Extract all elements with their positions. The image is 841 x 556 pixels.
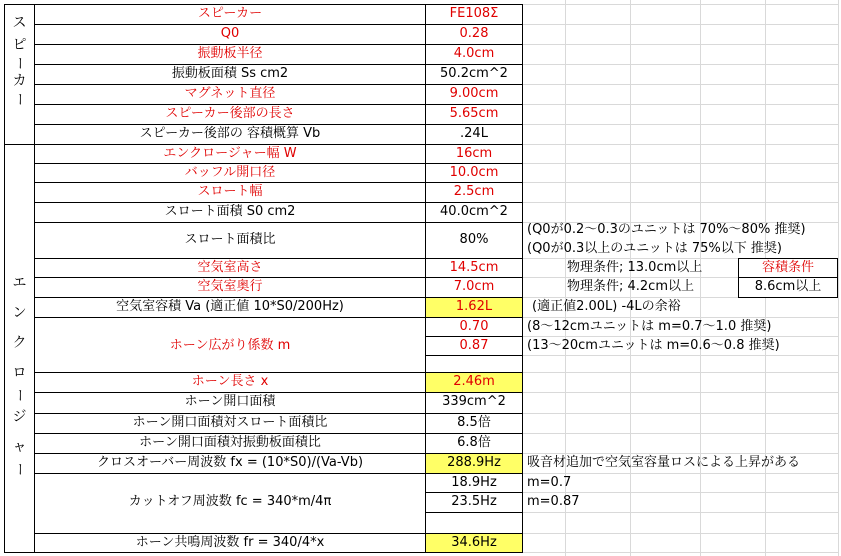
value-throat-area-ratio: 80% — [459, 232, 489, 247]
section-enclosure-char: ロ — [12, 365, 27, 381]
value-air-chamber-volume: 1.62L — [455, 299, 493, 314]
section-enclosure-label — [5, 268, 34, 476]
label-throat-width: スロート幅 — [197, 184, 263, 199]
section-enclosure-char: ジ — [12, 409, 27, 425]
label-speaker: スピーカー — [197, 6, 263, 21]
value-magnet-diameter: 9.00cm — [449, 86, 499, 101]
label-enclosure-width: エンクロージャー幅 W — [163, 146, 297, 161]
label-speaker-rear-length: スピーカー後部の長さ — [165, 106, 295, 121]
value-speaker-rear-length: 5.65cm — [449, 106, 499, 121]
label-speaker-rear-volume: スピーカー後部の 容積概算 Vb — [139, 126, 321, 141]
note-va-margin: (適正値2.00L) -4Lの余裕 — [532, 299, 681, 314]
note-volume-condition: 容積条件 — [761, 260, 814, 275]
value-diaphragm-area: 50.2cm^2 — [440, 66, 508, 81]
label-horn-mouth-area: ホーン開口面積 — [184, 394, 276, 409]
note-m-large-unit: (13～20cmユニットは m=0.6～0.8 推奨) — [527, 338, 780, 353]
value-enclosure-width: 16cm — [455, 146, 493, 161]
label-mouth-diaphragm-ratio: ホーン開口面積対振動板面積比 — [139, 435, 321, 450]
value-throat-area: 40.0cm^2 — [440, 204, 508, 219]
value-cutoff-frequency-2: 23.5Hz — [451, 494, 497, 509]
label-diaphragm-radius: 振動板半径 — [197, 46, 263, 61]
label-baffle-opening: バッフル開口径 — [184, 165, 276, 180]
note-physical-condition-1: 物理条件; 13.0cm以上 — [567, 260, 703, 275]
value-q0: 0.28 — [459, 26, 489, 41]
label-q0: Q0 — [220, 26, 240, 41]
value-horn-mouth-area: 339cm^2 — [442, 394, 506, 409]
section-speaker-char: ー — [11, 92, 28, 106]
label-air-chamber-depth: 空気室奥行 — [197, 279, 263, 294]
note-fc-m2: m=0.87 — [527, 494, 580, 509]
note-m-small-unit: (8～12cmユニットは m=0.7～1.0 推奨) — [527, 319, 772, 334]
note-q0-high: (Q0が0.3以上のユニットは 75%以下 推奨) — [527, 241, 782, 256]
section-speaker-char: ス — [12, 15, 27, 31]
section-enclosure-char: ー — [11, 388, 28, 402]
value-diaphragm-radius: 4.0cm — [453, 46, 495, 61]
section-speaker-char: ー — [11, 56, 28, 70]
value-cutoff-frequency-1: 18.9Hz — [451, 475, 497, 490]
value-crossover-frequency: 288.9Hz — [447, 455, 501, 470]
note-fx: 吸音材追加で空気室容量ロスによる上昇がある — [527, 455, 801, 470]
section-enclosure-char: ー — [11, 462, 28, 476]
value-mouth-throat-ratio: 8.5倍 — [457, 415, 491, 430]
value-air-chamber-height: 14.5cm — [449, 260, 499, 275]
note-volume-value: 8.6cm以上 — [754, 279, 822, 294]
section-enclosure-char: ャ — [12, 439, 27, 455]
section-enclosure-char: ン — [12, 305, 27, 321]
value-air-chamber-depth: 7.0cm — [453, 279, 495, 294]
label-horn-resonance: ホーン共鳴周波数 fr = 340/4*x — [135, 535, 325, 550]
label-air-chamber-volume: 空気室容積 Va (適正値 10*S0/200Hz) — [116, 299, 344, 314]
label-throat-area: スロート面積 S0 cm2 — [164, 204, 296, 219]
value-baffle-opening: 10.0cm — [449, 165, 499, 180]
label-magnet-diameter: マグネット直径 — [184, 86, 276, 101]
label-horn-length: ホーン長さ x — [191, 374, 269, 389]
label-throat-area-ratio: スロート面積比 — [184, 232, 276, 247]
label-diaphragm-area: 振動板面積 Ss cm2 — [171, 66, 289, 81]
section-speaker-char: カ — [12, 73, 27, 89]
value-mouth-diaphragm-ratio: 6.8倍 — [457, 435, 491, 450]
section-enclosure-char: エ — [12, 275, 27, 291]
value-throat-width: 2.5cm — [453, 184, 495, 199]
label-cutoff-frequency: カットオフ周波数 fc = 340*m/4π — [128, 494, 332, 509]
note-physical-condition-2: 物理条件; 4.2cm以上 — [567, 279, 694, 294]
section-speaker-char: ピ — [12, 37, 27, 53]
note-q0-low: (Q0が0.2～0.3のユニットは 70%～80% 推奨) — [527, 222, 806, 237]
label-horn-flare-m: ホーン広がり係数 m — [169, 338, 291, 353]
label-mouth-throat-ratio: ホーン開口面積対スロート面積比 — [132, 415, 328, 430]
value-horn-flare-m2: 0.87 — [459, 338, 489, 353]
value-speaker: FE108Σ — [449, 6, 499, 21]
label-crossover-frequency: クロスオーバー周波数 fx = (10*S0)/(Va-Vb) — [96, 455, 364, 470]
value-horn-flare-m1: 0.70 — [459, 319, 489, 334]
note-fc-m1: m=0.7 — [527, 475, 572, 490]
label-air-chamber-height: 空気室高さ — [197, 260, 263, 275]
value-horn-length: 2.46m — [453, 374, 495, 389]
section-enclosure-char: ク — [12, 335, 27, 351]
section-speaker-label — [5, 12, 34, 106]
value-speaker-rear-volume: .24L — [460, 126, 488, 141]
value-horn-resonance: 34.6Hz — [451, 535, 497, 550]
